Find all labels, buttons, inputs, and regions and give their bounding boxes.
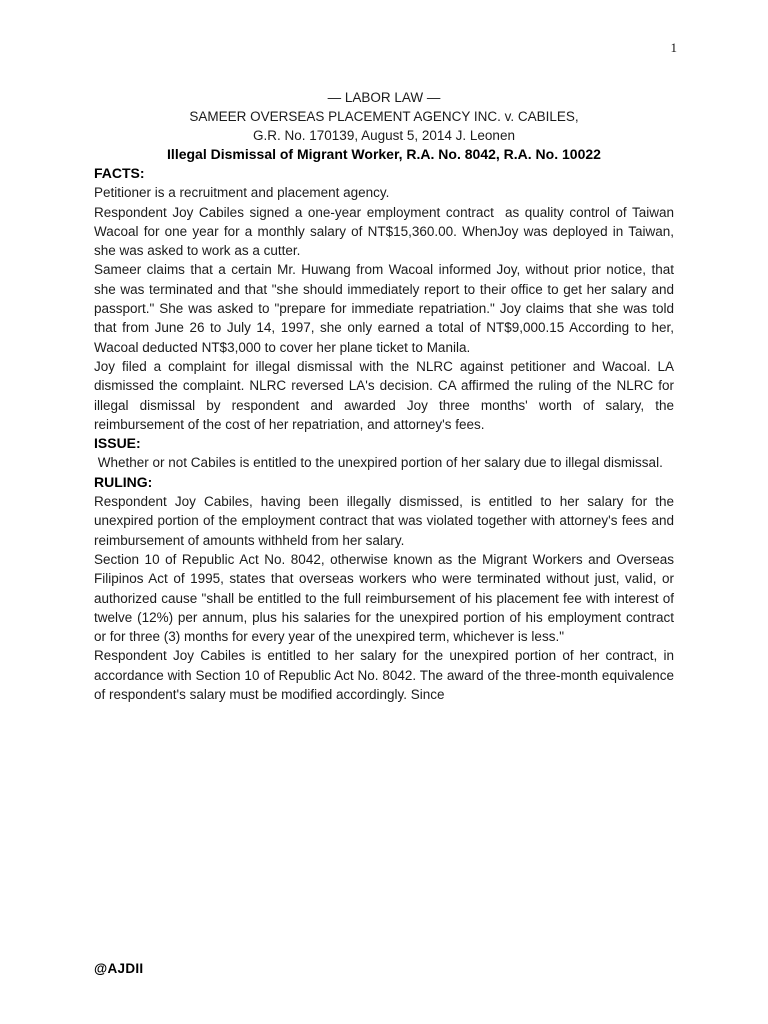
facts-paragraph-3: Sameer claims that a certain Mr. Huwang from Wacoal informed Joy, without prior notice, that she was terminated and that "she should immediately report to their office to get her salary and passport." She was asked to "prepare for immediate repatriation." Joy claims that she was told that from June 26 to July 14, 1997, she only earned a total of NT$9,000.15 According to her, Wacoal deducted NT$3,000 to cover her plane ticket to Manila. [94, 262, 678, 355]
ruling-paragraph-1: Respondent Joy Cabiles, having been illegally dismissed, is entitled to her salary for the unexpired portion of the employment contract that was violated together with attorney's fees and reimbursement of amounts withheld from her salary. [94, 494, 678, 548]
issue-paragraph: Whether or not Cabiles is entitled to the unexpired portion of her salary due to illegal dismissal. [94, 455, 663, 471]
case-topic: Illegal Dismissal of Migrant Worker, R.A. No. 8042, R.A. No. 10022 [167, 146, 601, 162]
issue-heading: ISSUE: [94, 435, 141, 452]
footer-watermark: @AJDII [94, 961, 144, 976]
facts-paragraph-1: Petitioner is a recruitment and placement agency. [94, 185, 390, 201]
facts-heading: FACTS: [94, 165, 145, 181]
case-title: SAMEER OVERSEAS PLACEMENT AGENCY INC. v. CABILES, [189, 109, 579, 124]
document-content [94, 88, 678, 704]
page-number: 1 [670, 40, 677, 55]
case-citation: G.R. No. 170139, August 5, 2014 J. Leonen [253, 128, 515, 143]
ruling-paragraph-3: Respondent Joy Cabiles is entitled to her salary for the unexpired portion of her contract, in accordance with Section 10 of Republic Act No. 8042. The award of the three-month equivalence of respondent's salary must be modified accordingly. Since [94, 648, 678, 703]
ruling-heading: RULING: [94, 473, 153, 490]
facts-paragraph-4: Joy filed a complaint for illegal dismissal with the NLRC against petitioner and Wacoal. LA dismissed the complaint. NLRC reversed LA's decision. CA affirmed the ruling of the NLRC for illegal dismissal by respondent and awarded Joy three months' worth of salary, the reimbursement of the cost of her repatriation, and attorney's fees. [94, 358, 678, 432]
doc-section-label: — LABOR LAW — [327, 90, 441, 105]
facts-paragraph-2: Respondent Joy Cabiles signed a one-year employment contract as quality control of Taiwan Wacoal for one year for a monthly salary of NT$15,360.00. WhenJoy was deployed in Taiwan, she was asked to work as a cutter. [94, 204, 678, 259]
ruling-paragraph-2: Section 10 of Republic Act No. 8042, otherwise known as the Migrant Workers and Overseas Filipinos Act of 1995, states that overseas workers who were terminated without just, valid, or authorized cause "shall be entitled to the full reimbursement of his placement fee with interest of twelve (12%) per annum, plus his salaries for the unexpired portion of his employment contract or for three (3) months for every year of the unexpired term, whichever is less." [94, 551, 678, 645]
